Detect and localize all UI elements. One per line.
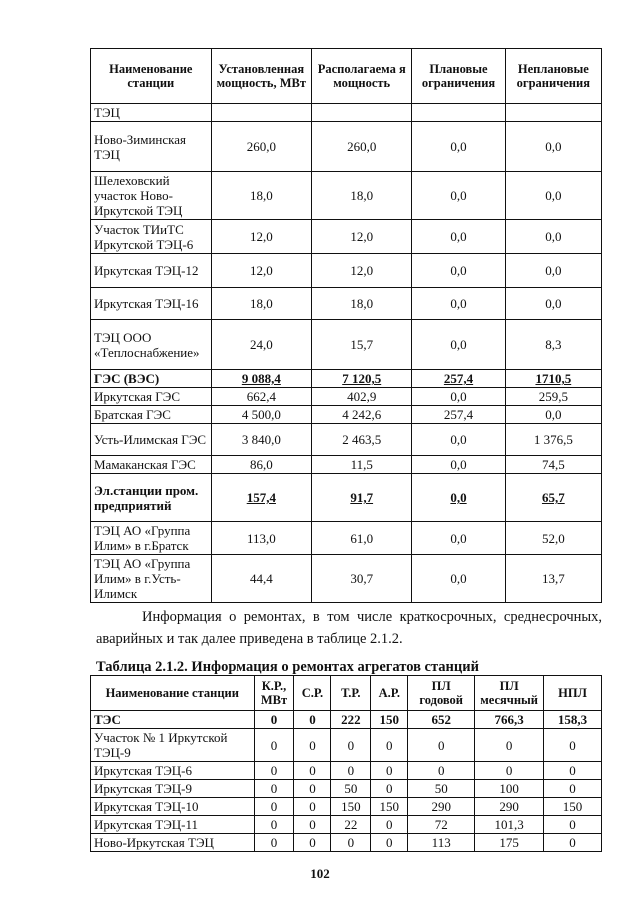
table-header-row: [91, 676, 602, 711]
table-row: [91, 320, 602, 370]
available-cell: 260,0: [312, 122, 412, 172]
value-cell: 0: [371, 834, 408, 852]
header-station-name: Наименование станции: [91, 676, 255, 711]
table-row: [91, 711, 602, 729]
value-cell: 0: [544, 762, 602, 780]
unplanned-cell: 65,7: [505, 474, 601, 522]
available-cell: 7 120,5: [312, 370, 412, 388]
unplanned-cell: 0,0: [505, 122, 601, 172]
value-cell: 0: [294, 762, 331, 780]
available-cell: [312, 104, 412, 122]
value-cell: 0: [544, 834, 602, 852]
installed-cell: 24,0: [211, 320, 311, 370]
table-header-row: [91, 49, 602, 104]
station-name-cell: Мамаканская ГЭС: [91, 456, 212, 474]
installed-cell: 260,0: [211, 122, 311, 172]
table-row: [91, 370, 602, 388]
station-name-cell: Иркутская ТЭЦ-12: [91, 254, 212, 288]
value-cell: 0: [254, 834, 294, 852]
installed-cell: 157,4: [211, 474, 311, 522]
installed-cell: 18,0: [211, 172, 311, 220]
unplanned-cell: 74,5: [505, 456, 601, 474]
value-cell: 113: [408, 834, 475, 852]
header-installed-capacity: Установленная мощность, МВт: [211, 49, 311, 104]
value-cell: 0: [254, 711, 294, 729]
value-cell: 0: [254, 762, 294, 780]
value-cell: 101,3: [475, 816, 544, 834]
value-cell: 0: [544, 780, 602, 798]
value-cell: 0: [254, 780, 294, 798]
table-row: [91, 555, 602, 603]
table-caption: Таблица 2.1.2. Информация о ремонтах агрегатов станций: [96, 659, 479, 675]
planned-cell: 0,0: [412, 288, 505, 320]
planned-cell: [412, 104, 505, 122]
header-sr: С.Р.: [294, 676, 331, 711]
repairs-table: [90, 675, 602, 852]
station-name-cell: Иркутская ТЭЦ-6: [91, 762, 255, 780]
value-cell: 50: [331, 780, 371, 798]
header-pl-annual: ПЛ годовой: [408, 676, 475, 711]
table-row: [91, 456, 602, 474]
value-cell: 0: [254, 798, 294, 816]
unplanned-cell: 8,3: [505, 320, 601, 370]
unplanned-cell: [505, 104, 601, 122]
station-name-cell: Участок ТИиТС Иркутской ТЭЦ-6: [91, 220, 212, 254]
value-cell: 0: [544, 729, 602, 762]
table-row: [91, 816, 602, 834]
planned-cell: 0,0: [412, 522, 505, 555]
table-row: [91, 122, 602, 172]
value-cell: 222: [331, 711, 371, 729]
planned-cell: 0,0: [412, 122, 505, 172]
station-name-cell: ТЭЦ: [91, 104, 212, 122]
unplanned-cell: 0,0: [505, 406, 601, 424]
station-name-cell: Усть-Илимская ГЭС: [91, 424, 212, 456]
planned-cell: 257,4: [412, 406, 505, 424]
value-cell: 22: [331, 816, 371, 834]
value-cell: 0: [371, 780, 408, 798]
available-cell: 61,0: [312, 522, 412, 555]
installed-cell: [211, 104, 311, 122]
table-row: [91, 798, 602, 816]
available-cell: 91,7: [312, 474, 412, 522]
installed-cell: 12,0: [211, 220, 311, 254]
value-cell: 0: [294, 711, 331, 729]
table-row: [91, 104, 602, 122]
unplanned-cell: 0,0: [505, 288, 601, 320]
unplanned-cell: 0,0: [505, 254, 601, 288]
unplanned-cell: 0,0: [505, 220, 601, 254]
value-cell: 175: [475, 834, 544, 852]
header-npl: НПЛ: [544, 676, 602, 711]
value-cell: 766,3: [475, 711, 544, 729]
available-cell: 12,0: [312, 254, 412, 288]
station-name-cell: Эл.станции пром. предприятий: [91, 474, 212, 522]
available-cell: 4 242,6: [312, 406, 412, 424]
table-row: [91, 254, 602, 288]
station-name-cell: ТЭЦ АО «Группа Илим» в г.Братск: [91, 522, 212, 555]
station-name-cell: ТЭЦ ООО «Теплоснабжение»: [91, 320, 212, 370]
planned-cell: 0,0: [412, 172, 505, 220]
value-cell: 0: [294, 834, 331, 852]
value-cell: 0: [475, 762, 544, 780]
available-cell: 12,0: [312, 220, 412, 254]
header-pl-monthly: ПЛ месячный: [475, 676, 544, 711]
station-name-cell: Братская ГЭС: [91, 406, 212, 424]
value-cell: 0: [371, 762, 408, 780]
table-row: [91, 220, 602, 254]
planned-cell: 257,4: [412, 370, 505, 388]
available-cell: 11,5: [312, 456, 412, 474]
value-cell: 0: [294, 816, 331, 834]
paragraph-text: Информация о ремонтах, в том числе краткосрочных, среднесрочных, аварийных и так далее приведена в таблице 2.1.2.: [96, 609, 602, 647]
value-cell: 0: [408, 729, 475, 762]
installed-cell: 86,0: [211, 456, 311, 474]
station-name-cell: Участок № 1 Иркутской ТЭЦ-9: [91, 729, 255, 762]
station-name-cell: Иркутская ТЭЦ-9: [91, 780, 255, 798]
station-name-cell: Шелеховский участок Ново-Иркутской ТЭЦ: [91, 172, 212, 220]
header-station-name: Наименование станции: [91, 49, 212, 104]
table-row: [91, 424, 602, 456]
station-name-cell: ТЭС: [91, 711, 255, 729]
table-row: [91, 522, 602, 555]
station-name-cell: ТЭЦ АО «Группа Илим» в г.Усть-Илимск: [91, 555, 212, 603]
value-cell: 0: [544, 816, 602, 834]
value-cell: 0: [371, 729, 408, 762]
installed-cell: 662,4: [211, 388, 311, 406]
table-row: [91, 288, 602, 320]
value-cell: 0: [331, 762, 371, 780]
value-cell: 0: [331, 729, 371, 762]
header-tr: Т.Р.: [331, 676, 371, 711]
value-cell: 100: [475, 780, 544, 798]
installed-cell: 44,4: [211, 555, 311, 603]
page-number: 102: [310, 866, 330, 881]
unplanned-cell: 1710,5: [505, 370, 601, 388]
available-cell: 2 463,5: [312, 424, 412, 456]
value-cell: 0: [475, 729, 544, 762]
value-cell: 50: [408, 780, 475, 798]
installed-cell: 113,0: [211, 522, 311, 555]
table-row: [91, 729, 602, 762]
value-cell: 290: [408, 798, 475, 816]
table-row: [91, 406, 602, 424]
value-cell: 0: [408, 762, 475, 780]
planned-cell: 0,0: [412, 474, 505, 522]
installed-cell: 9 088,4: [211, 370, 311, 388]
header-planned-limits: Плановые ограничения: [412, 49, 505, 104]
installed-cell: 12,0: [211, 254, 311, 288]
planned-cell: 0,0: [412, 254, 505, 288]
table-row: [91, 388, 602, 406]
unplanned-cell: 1 376,5: [505, 424, 601, 456]
value-cell: 0: [371, 816, 408, 834]
planned-cell: 0,0: [412, 555, 505, 603]
station-name-cell: Иркутская ТЭЦ-16: [91, 288, 212, 320]
value-cell: 0: [254, 729, 294, 762]
planned-cell: 0,0: [412, 456, 505, 474]
value-cell: 0: [254, 816, 294, 834]
installed-cell: 18,0: [211, 288, 311, 320]
planned-cell: 0,0: [412, 424, 505, 456]
table-row: [91, 834, 602, 852]
planned-cell: 0,0: [412, 220, 505, 254]
value-cell: 158,3: [544, 711, 602, 729]
available-cell: 30,7: [312, 555, 412, 603]
header-ar: А.Р.: [371, 676, 408, 711]
unplanned-cell: 259,5: [505, 388, 601, 406]
value-cell: 150: [331, 798, 371, 816]
available-cell: 402,9: [312, 388, 412, 406]
planned-cell: 0,0: [412, 388, 505, 406]
header-unplanned-limits: Неплановые ограничения: [505, 49, 601, 104]
station-name-cell: Ново-Иркутская ТЭЦ: [91, 834, 255, 852]
station-name-cell: Ново-Зиминская ТЭЦ: [91, 122, 212, 172]
planned-cell: 0,0: [412, 320, 505, 370]
station-name-cell: Иркутская ТЭЦ-10: [91, 798, 255, 816]
value-cell: 290: [475, 798, 544, 816]
table-row: [91, 762, 602, 780]
header-available-capacity: Располагаема я мощность: [312, 49, 412, 104]
value-cell: 150: [371, 711, 408, 729]
station-name-cell: Иркутская ГЭС: [91, 388, 212, 406]
table-row: [91, 780, 602, 798]
unplanned-cell: 13,7: [505, 555, 601, 603]
installed-cell: 3 840,0: [211, 424, 311, 456]
value-cell: 150: [544, 798, 602, 816]
value-cell: 652: [408, 711, 475, 729]
header-kr: К.Р., МВт: [254, 676, 294, 711]
available-cell: 18,0: [312, 288, 412, 320]
value-cell: 0: [294, 780, 331, 798]
station-name-cell: Иркутская ТЭЦ-11: [91, 816, 255, 834]
available-cell: 18,0: [312, 172, 412, 220]
available-cell: 15,7: [312, 320, 412, 370]
repairs-paragraph: [96, 606, 602, 650]
unplanned-cell: 52,0: [505, 522, 601, 555]
value-cell: 0: [294, 729, 331, 762]
value-cell: 0: [331, 834, 371, 852]
table-row: [91, 474, 602, 522]
installed-cell: 4 500,0: [211, 406, 311, 424]
value-cell: 150: [371, 798, 408, 816]
station-capacity-table: [90, 48, 602, 603]
value-cell: 72: [408, 816, 475, 834]
value-cell: 0: [294, 798, 331, 816]
table-row: [91, 172, 602, 220]
unplanned-cell: 0,0: [505, 172, 601, 220]
station-name-cell: ГЭС (ВЭС): [91, 370, 212, 388]
